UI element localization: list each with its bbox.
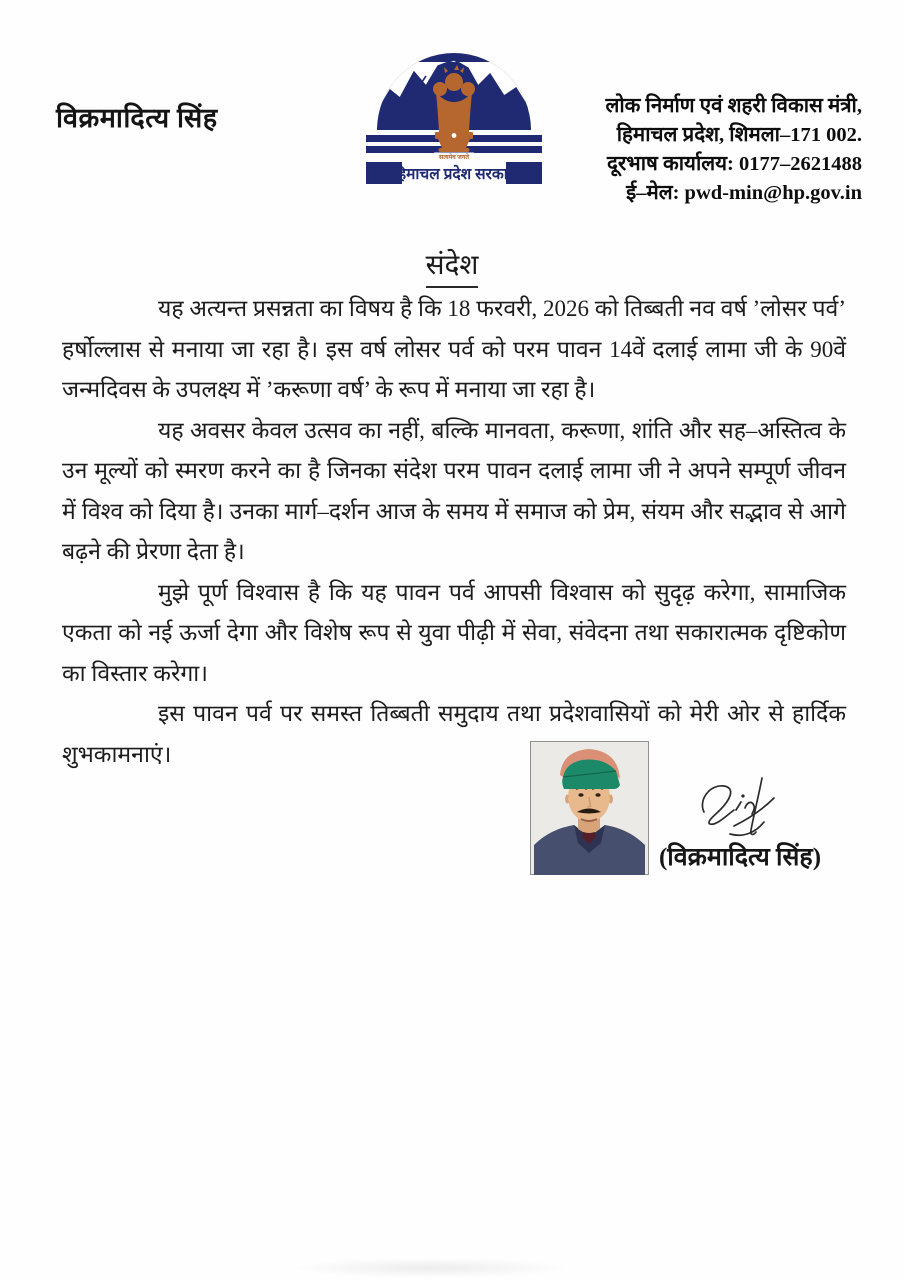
contact-block [605,92,862,208]
contact-line-designation: लोक निर्माण एवं शहरी विकास मंत्री, [605,95,862,117]
himachal-govt-emblem-icon [366,50,542,186]
signature-image [690,772,790,842]
letter-paragraph: मुझे पूर्ण विश्वास है कि यह पावन पर्व आपसी विश्वास को सुदृढ़ करेगा, सामाजिक एकता को नई ऊर्जा देगा और विशेष रूप से युवा पीढ़ी में सेवा, संवेदना तथा सकारात्मक दृष्टिकोण का विस्तार करेगा। [62,579,846,686]
letter-paragraph: यह अत्यन्त प्रसन्नता का विषय है कि 18 फरवरी, 2026 को तिब्बती नव वर्ष ’लोसर पर्व’ हर्षोल्लास से मनाया जा रहा है। इस वर्ष लोसर पर्व को परम पावन 14वें दलाई लामा जी के 90वें जन्मदिवस के उपलक्ष्य में ’करूणा वर्ष’ के रूप में मनाया जा रहा है। [62,296,846,402]
emblem-motto: सत्यमेव जयते [439,154,469,161]
contact-line-phone: दूरभाष कार्यालय: 0177–2621488 [607,153,862,175]
contact-line-email: ई–मेल: pwd-min@hp.gov.in [626,182,862,204]
letter-body [62,289,846,775]
message-title-wrap [0,245,904,288]
message-title: संदेश [426,245,479,288]
minister-name: विक्रमादित्य सिंह [56,103,218,133]
letter-paragraph: इस पावन पर्व पर समस्त तिब्बती समुदाय तथा प्रदेशवासियों को मेरी ओर से हार्दिक शुभकामनाएं। [62,701,846,767]
govt-emblem-logo [366,50,542,186]
contact-line-address: हिमाचल प्रदेश, शिमला–171 002. [616,124,862,146]
scan-smudge [290,1258,570,1278]
signatory-name: (विक्रमादित्य सिंह) [658,844,822,871]
signature-icon [690,772,790,842]
letter-paragraph: यह अवसर केवल उत्सव का नहीं, बल्कि मानवता, करूणा, शांति और सह–अस्तित्व के उन मूल्यों को स्मरण करने का है जिनका संदेश परम पावन दलाई लामा जी ने अपने सम्पूर्ण जीवन में विश्व को दिया है। उनका मार्ग–दर्शन आज के समय में समाज को प्रेम, संयम और सद्भाव से आगे बढ़ने की प्रेरणा देता है। [62,417,846,564]
emblem-org-name: हिमाचल प्रदेश सरकार [393,166,515,183]
